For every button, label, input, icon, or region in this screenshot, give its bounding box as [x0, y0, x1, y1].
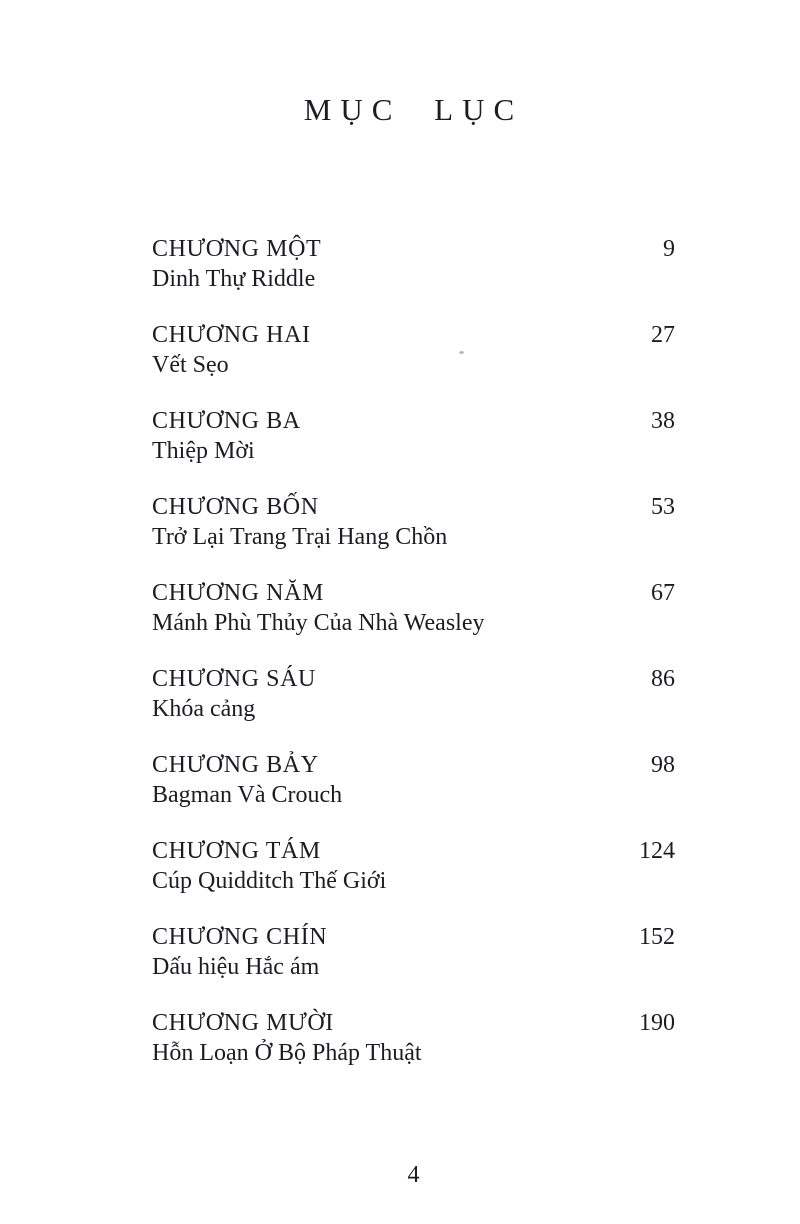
- toc-entry: [152, 750, 675, 810]
- chapter-label: CHƯƠNG BỐN: [152, 494, 319, 520]
- chapter-label: CHƯƠNG NĂM: [152, 580, 324, 606]
- chapter-label: CHƯƠNG BA: [152, 408, 301, 434]
- toc-entry: [152, 578, 675, 638]
- chapter-label: CHƯƠNG SÁU: [152, 666, 316, 692]
- toc-entry-head: [152, 836, 675, 866]
- chapter-label: CHƯƠNG BẢY: [152, 752, 319, 778]
- chapter-title: Trở Lại Trang Trại Hang Chồn: [152, 524, 448, 550]
- chapter-label: CHƯƠNG MƯỜI: [152, 1010, 334, 1036]
- toc-entry-head: [152, 578, 675, 608]
- chapter-title: Hỗn Loạn Ở Bộ Pháp Thuật: [152, 1040, 422, 1066]
- toc-entry: [152, 320, 675, 380]
- chapter-title: Cúp Quidditch Thế Giới: [152, 868, 387, 894]
- chapter-page-number: 190: [639, 1010, 675, 1036]
- chapter-title: Thiệp Mời: [152, 438, 255, 464]
- toc-entry-head: [152, 492, 675, 522]
- toc-entry: [152, 1008, 675, 1068]
- chapter-page-number: 86: [651, 666, 675, 692]
- toc-entry-head: [152, 1008, 675, 1038]
- chapter-title: Khóa cảng: [152, 696, 256, 722]
- chapter-page-number: 53: [651, 494, 675, 520]
- toc-entry-head: [152, 406, 675, 436]
- toc-entry: [152, 234, 675, 294]
- toc-entry: [152, 664, 675, 724]
- toc-entry: [152, 406, 675, 466]
- chapter-label: CHƯƠNG HAI: [152, 322, 311, 348]
- toc-entry-head: [152, 664, 675, 694]
- chapter-label: CHƯƠNG CHÍN: [152, 924, 328, 950]
- chapter-page-number: 98: [651, 752, 675, 778]
- scan-speck: [459, 351, 464, 354]
- toc-entry-head: [152, 922, 675, 952]
- chapter-title: Bagman Và Crouch: [152, 782, 343, 808]
- chapter-page-number: 38: [651, 408, 675, 434]
- toc-entry: [152, 836, 675, 896]
- chapter-title: Dấu hiệu Hắc ám: [152, 954, 320, 980]
- toc-entry-head: [152, 234, 675, 264]
- chapter-page-number: 124: [639, 838, 675, 864]
- toc-list: [152, 234, 675, 1094]
- chapter-label: CHƯƠNG TÁM: [152, 838, 321, 864]
- footer-page-number: 4: [407, 1162, 420, 1188]
- toc-entry-head: [152, 320, 675, 350]
- chapter-title: Mánh Phù Thủy Của Nhà Weasley: [152, 610, 485, 636]
- toc-entry: [152, 492, 675, 552]
- chapter-label: CHƯƠNG MỘT: [152, 236, 322, 262]
- page-title: MỤC LỤC: [303, 92, 524, 127]
- toc-entry-head: [152, 750, 675, 780]
- toc-entry: [152, 922, 675, 982]
- chapter-page-number: 67: [651, 580, 675, 606]
- chapter-page-number: 27: [651, 322, 675, 348]
- chapter-page-number: 152: [639, 924, 675, 950]
- chapter-title: Dinh Thự Riddle: [152, 266, 316, 292]
- chapter-title: Vết Sẹo: [152, 352, 229, 378]
- chapter-page-number: 9: [663, 236, 675, 262]
